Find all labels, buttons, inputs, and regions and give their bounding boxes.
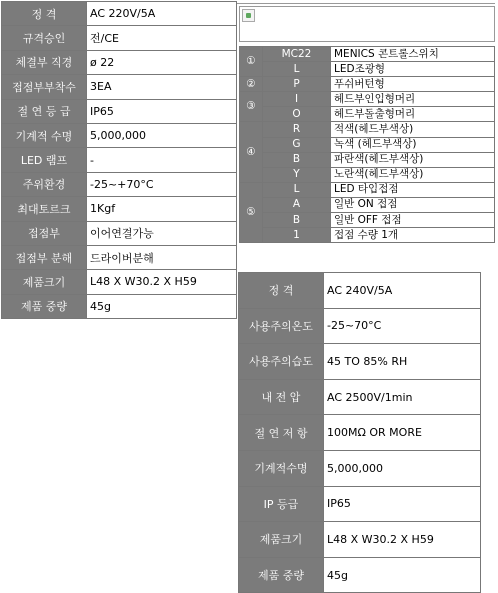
model-code: G — [263, 137, 331, 152]
spec-value: 45g — [87, 294, 237, 318]
spec-value: 이어연결가능 — [87, 221, 237, 245]
spec-row — [2, 197, 237, 221]
model-description: MENICS 콘트롤스위치 — [331, 47, 495, 62]
model-code-row — [240, 122, 495, 137]
spec-value: 45 TO 85% RH — [324, 344, 481, 380]
spec-row — [2, 123, 237, 147]
spec-row — [2, 2, 237, 26]
spec-row — [239, 522, 481, 558]
model-code: B — [263, 213, 331, 228]
spec-row — [2, 270, 237, 294]
model-code-row — [240, 167, 495, 182]
model-description: LED 타입접점 — [331, 182, 495, 197]
model-description: LED조광형 — [331, 62, 495, 77]
spec-value: -25~+70°C — [87, 172, 237, 196]
model-code: 1 — [263, 228, 331, 243]
model-description: 접점 수량 1개 — [331, 228, 495, 243]
model-description: 일반 ON 접점 — [331, 197, 495, 212]
model-code: B — [263, 152, 331, 167]
spec-value: - — [87, 148, 237, 172]
spec-label: 체결부 직경 — [2, 50, 87, 74]
model-code-row — [240, 77, 495, 92]
model-code: Y — [263, 167, 331, 182]
model-code-row — [240, 137, 495, 152]
model-code: I — [263, 92, 331, 107]
model-description: 헤드부인입형머리 — [331, 92, 495, 107]
spec-label: 정 격 — [2, 2, 87, 26]
spec-row — [2, 221, 237, 245]
model-description: 녹색 (헤드부색상) — [331, 137, 495, 152]
spec-row — [239, 557, 481, 593]
spec-value: 100MΩ OR MORE — [324, 415, 481, 451]
product-image-placeholder — [239, 6, 495, 42]
spec-row — [239, 273, 481, 309]
spec-row — [239, 344, 481, 380]
spec-value: 전/CE — [87, 26, 237, 50]
model-code-row — [240, 107, 495, 122]
spec-label: IP 등급 — [239, 486, 324, 522]
spec-row — [2, 245, 237, 269]
spec-value: 1Kgf — [87, 197, 237, 221]
model-code: P — [263, 77, 331, 92]
model-description: 헤드부돌출형머리 — [331, 107, 495, 122]
spec-row — [239, 486, 481, 522]
spec-label: 제품 중량 — [2, 294, 87, 318]
spec-label: 내 전 압 — [239, 379, 324, 415]
model-code-row — [240, 62, 495, 77]
model-code: L — [263, 62, 331, 77]
model-code-row — [240, 228, 495, 243]
spec-value: 45g — [324, 557, 481, 593]
model-code-row — [240, 213, 495, 228]
group-number: ② — [240, 77, 263, 92]
spec-label: LED 램프 — [2, 148, 87, 172]
model-code-table — [239, 46, 495, 243]
spec-value: L48 X W30.2 X H59 — [87, 270, 237, 294]
spec-row — [2, 75, 237, 99]
spec-value: AC 240V/5A — [324, 273, 481, 309]
spec-value: L48 X W30.2 X H59 — [324, 522, 481, 558]
spec-row — [2, 148, 237, 172]
spec-value: -25~70°C — [324, 308, 481, 344]
spec-label: 절 연 등 급 — [2, 99, 87, 123]
group-number: ③ — [240, 92, 263, 122]
model-code: O — [263, 107, 331, 122]
model-description: 푸쉬버턴형 — [331, 77, 495, 92]
spec-table-left — [1, 1, 237, 319]
spec-row — [2, 26, 237, 50]
spec-label: 주위환경 — [2, 172, 87, 196]
model-code: MC22 — [263, 47, 331, 62]
spec-value: 드라이버분해 — [87, 245, 237, 269]
model-code: R — [263, 122, 331, 137]
spec-value: AC 220V/5A — [87, 2, 237, 26]
model-code: A — [263, 197, 331, 212]
spec-label: 사용주의온도 — [239, 308, 324, 344]
model-description: 일반 OFF 접점 — [331, 213, 495, 228]
spec-value: 5,000,000 — [87, 123, 237, 147]
spec-row — [2, 50, 237, 74]
model-code-row — [240, 92, 495, 107]
spec-value: IP65 — [324, 486, 481, 522]
spec-table-right — [238, 272, 481, 593]
spec-value: AC 2500V/1min — [324, 379, 481, 415]
spec-row — [239, 308, 481, 344]
spec-label: 규격승인 — [2, 26, 87, 50]
spec-label: 절 연 저 항 — [239, 415, 324, 451]
spec-label: 제품 중량 — [239, 557, 324, 593]
spec-label: 사용주의습도 — [239, 344, 324, 380]
spec-label: 제품크기 — [239, 522, 324, 558]
broken-image-icon — [242, 9, 255, 22]
spec-row — [2, 172, 237, 196]
spec-label: 기계적 수명 — [2, 123, 87, 147]
spec-row — [239, 450, 481, 486]
spec-label: 접점부 분해 — [2, 245, 87, 269]
spec-label: 정 격 — [239, 273, 324, 309]
group-number: ⑤ — [240, 182, 263, 242]
spec-value: IP65 — [87, 99, 237, 123]
model-description: 적색(헤드부색상) — [331, 122, 495, 137]
spec-label: 접점부 — [2, 221, 87, 245]
spec-label: 기계적수명 — [239, 450, 324, 486]
spec-label: 접점부부착수 — [2, 75, 87, 99]
spec-value: 3EA — [87, 75, 237, 99]
group-number: ④ — [240, 122, 263, 182]
spec-row — [239, 379, 481, 415]
spec-row — [2, 99, 237, 123]
spec-value: 5,000,000 — [324, 450, 481, 486]
spec-row — [239, 415, 481, 451]
model-code: L — [263, 182, 331, 197]
model-description: 노란색(헤드부색상) — [331, 167, 495, 182]
spec-row — [2, 294, 237, 318]
group-number: ① — [240, 47, 263, 77]
model-code-row — [240, 182, 495, 197]
model-description: 파란색(헤드부색상) — [331, 152, 495, 167]
model-code-row — [240, 152, 495, 167]
spec-label: 최대토르크 — [2, 197, 87, 221]
model-code-row — [240, 197, 495, 212]
spec-value: ø 22 — [87, 50, 237, 74]
spec-label: 제품크기 — [2, 270, 87, 294]
model-code-row — [240, 47, 495, 62]
